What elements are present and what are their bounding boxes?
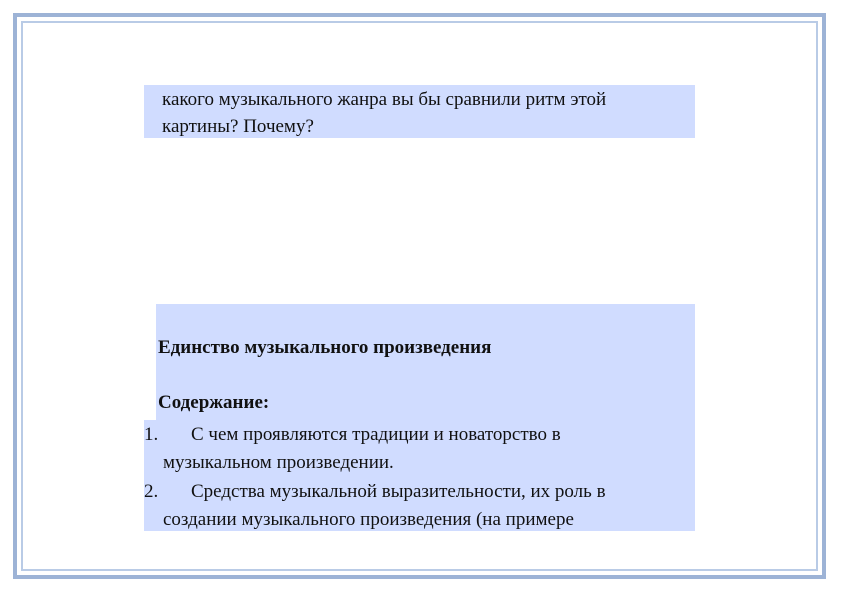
list-item-text-continued: создании музыкального произведения (на примере (163, 509, 574, 530)
list-item-text-continued: музыкальном произведении. (163, 452, 394, 473)
list-item-number: 1. (144, 424, 159, 445)
question-text: какого музыкального жанра вы бы сравнили ритм этой картины? Почему? (162, 89, 607, 137)
list-item-text: С чем проявляются традиции и новаторство в (191, 424, 561, 445)
slide-title: Единство музыкального произведения (158, 337, 492, 358)
list-item-number: 2. (144, 481, 159, 502)
contents-label: Содержание: (158, 392, 270, 413)
question-block (144, 85, 695, 138)
list-item-text: Средства музыкальной выразительности, их роль в (191, 481, 606, 502)
